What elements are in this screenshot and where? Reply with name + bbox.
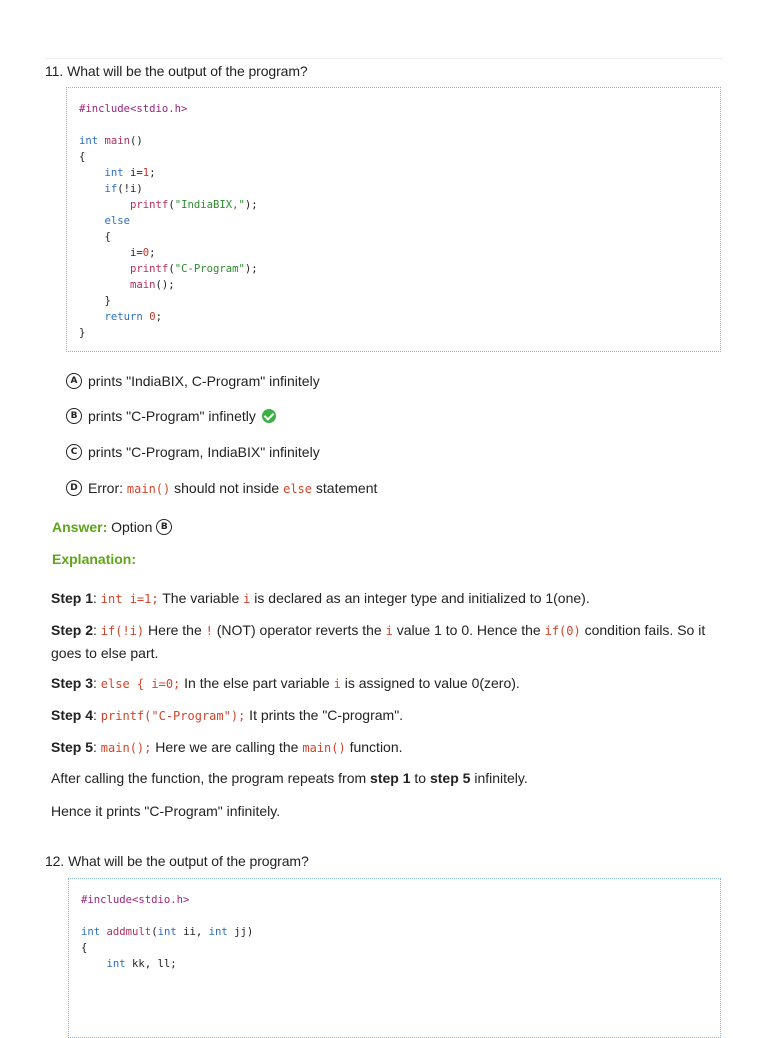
code-line: #include<stdio.h> [79,103,188,115]
code-line: else [104,215,131,227]
code-line: main(); [130,279,175,291]
question-text: What will be the output of the program? [67,63,308,79]
code-listing [69,879,720,972]
code-line: int kk, ll; [106,958,177,970]
hence-text: Hence it prints "C-Program" infinitely. [51,803,281,819]
question-12-title [45,853,309,869]
code-line: { [81,942,88,954]
question-number: 12. [45,853,65,869]
step-2: Step 2: if(!i) Here the ! (NOT) operator reverts the i value 1 to 0. Hence the if(0) condition fails. So it goes to else part. [51,622,706,661]
after-calling-text: After calling the function, the program repeats from step 1 to step 5 infinitely. [51,770,528,786]
option-b-text: prints "C-Program" infinetly [88,408,256,424]
code-line: { [79,151,86,163]
code-line [81,908,708,924]
explanation-heading: Explanation: [52,551,137,567]
code-line: int main() [79,135,143,147]
code-line: #include<stdio.h> [81,894,190,906]
question-number: 11. [45,63,64,79]
answer-text: Option [111,519,153,535]
option-a-text: prints "IndiaBIX, C-Program" infinitely [88,373,320,389]
code-line: return 0; [104,311,162,323]
option-b[interactable] [66,408,276,424]
answer-label: Answer: [52,519,108,535]
code-line: printf("C-Program"); [130,263,258,275]
answer-line [52,519,178,535]
option-a[interactable] [66,373,320,389]
code-line [79,117,708,133]
code-line: int i=1; [104,167,156,179]
code-line: { [79,231,111,243]
step-1: Step 1: int i=1; The variable i is declared as an integer type and initialized to 1(one). [51,590,590,606]
option-d[interactable] [66,480,377,496]
code-listing [67,88,720,341]
correct-check-icon [262,409,276,423]
option-a-badge: A [66,373,82,389]
step-4: Step 4: printf("C-Program"); It prints the "C-program". [51,707,404,723]
code-line: int addmult(int ii, int jj) [81,926,254,938]
option-b-badge: B [66,408,82,424]
step-5: Step 5: main(); Here we are calling the main() function. [51,739,403,755]
option-c-text: prints "C-Program, IndiaBIX" infinitely [88,444,320,460]
option-d-badge: D [66,480,82,496]
code-line: printf("IndiaBIX,"); [130,199,258,211]
step-3: Step 3: else { i=0; In the else part variable i is assigned to value 0(zero). [51,675,520,691]
code-block-q11 [66,87,721,352]
option-c-badge: C [66,444,82,460]
question-text: What will be the output of the program? [68,853,309,869]
code-line: if(!i) [104,183,143,195]
code-line: i=0; [79,247,156,259]
option-d-text: Error: main() should not inside else statement [88,480,378,496]
code-line: } [79,295,111,307]
answer-option-badge: B [156,519,172,535]
question-11-title [45,63,308,79]
option-c[interactable] [66,444,320,460]
top-divider [45,58,723,59]
code-line: } [79,327,86,339]
code-block-q12 [68,878,721,1038]
